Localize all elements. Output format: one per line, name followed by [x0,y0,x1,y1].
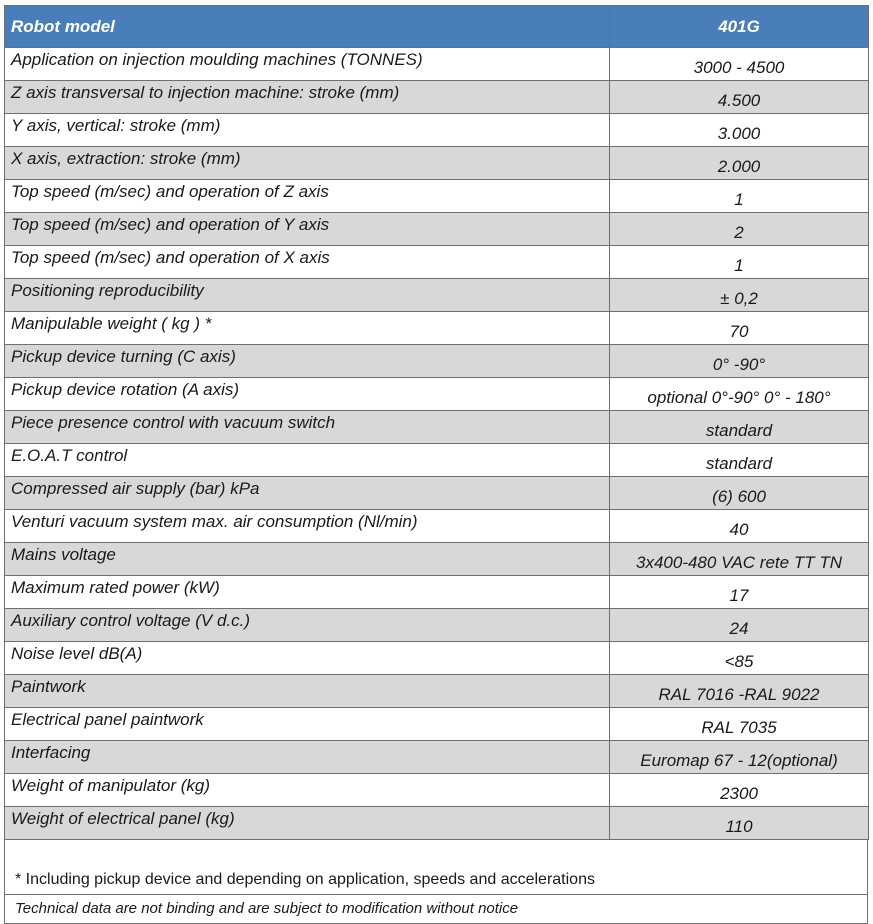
spec-label: Mains voltage [5,543,610,576]
table-row [5,279,869,312]
spec-label: Piece presence control with vacuum switch [5,411,610,444]
table-row [5,609,869,642]
spec-value: <85 [610,642,869,675]
spec-value: (6) 600 [610,477,869,510]
header-label: Robot model [5,6,610,48]
spec-value: 2300 [610,774,869,807]
spec-label: Top speed (m/sec) and operation of Y axis [5,213,610,246]
table-row [5,147,869,180]
spec-label: Manipulable weight ( kg ) * [5,312,610,345]
table-row [5,114,869,147]
table-row [5,312,869,345]
spec-label: Compressed air supply (bar) kPa [5,477,610,510]
table-row [5,345,869,378]
table-row [5,807,869,840]
table-row [5,180,869,213]
spec-value: 2 [610,213,869,246]
spec-value: 70 [610,312,869,345]
table-row [5,543,869,576]
spec-value: 3000 - 4500 [610,48,869,81]
spec-label: Top speed (m/sec) and operation of Z axis [5,180,610,213]
spec-table [4,5,869,840]
spec-value: 3.000 [610,114,869,147]
table-row [5,642,869,675]
notes-box [4,840,868,924]
spec-label: Electrical panel paintwork [5,708,610,741]
header-row [5,6,869,48]
table-row [5,510,869,543]
spec-value: ± 0,2 [610,279,869,312]
spec-label: Maximum rated power (kW) [5,576,610,609]
spec-label: Z axis transversal to injection machine: stroke (mm) [5,81,610,114]
table-row [5,675,869,708]
spec-label: Weight of electrical panel (kg) [5,807,610,840]
spec-label: Auxiliary control voltage (V d.c.) [5,609,610,642]
table-row [5,81,869,114]
table-row [5,411,869,444]
spec-label: Application on injection moulding machines (TONNES) [5,48,610,81]
spec-value: Euromap 67 - 12(optional) [610,741,869,774]
table-row [5,48,869,81]
table-row [5,708,869,741]
spec-value: 2.000 [610,147,869,180]
spec-label: Weight of manipulator (kg) [5,774,610,807]
spec-sheet [4,5,868,924]
table-row [5,378,869,411]
spec-value: 0° -90° [610,345,869,378]
spec-value: 110 [610,807,869,840]
footnote: * Including pickup device and depending on application, speeds and accelerations [15,871,595,888]
spec-label: Paintwork [5,675,610,708]
table-row [5,213,869,246]
spec-value: 3x400-480 VAC rete TT TN [610,543,869,576]
spec-value: 1 [610,180,869,213]
header-model: 401G [610,6,869,48]
spec-label: Pickup device rotation (A axis) [5,378,610,411]
spec-value: standard [610,444,869,477]
spec-label: E.O.A.T control [5,444,610,477]
spec-value: standard [610,411,869,444]
disclaimer: Technical data are not binding and are subject to modification without notice [5,894,867,923]
spec-value: RAL 7035 [610,708,869,741]
spec-label: Venturi vacuum system max. air consumption (Nl/min) [5,510,610,543]
table-row [5,741,869,774]
table-row [5,576,869,609]
spec-label: Positioning reproducibility [5,279,610,312]
spec-label: Interfacing [5,741,610,774]
spec-label: Y axis, vertical: stroke (mm) [5,114,610,147]
spec-label: Pickup device turning (C axis) [5,345,610,378]
spec-value: 1 [610,246,869,279]
spec-value: 17 [610,576,869,609]
spec-table-body [5,6,869,840]
spec-label: Top speed (m/sec) and operation of X axis [5,246,610,279]
spec-label: X axis, extraction: stroke (mm) [5,147,610,180]
spec-value: 4.500 [610,81,869,114]
spec-value: RAL 7016 -RAL 9022 [610,675,869,708]
table-row [5,444,869,477]
spec-value: 24 [610,609,869,642]
table-row [5,477,869,510]
table-row [5,246,869,279]
spec-value: 40 [610,510,869,543]
table-row [5,774,869,807]
spec-label: Noise level dB(A) [5,642,610,675]
spec-value: optional 0°-90° 0° - 180° [610,378,869,411]
